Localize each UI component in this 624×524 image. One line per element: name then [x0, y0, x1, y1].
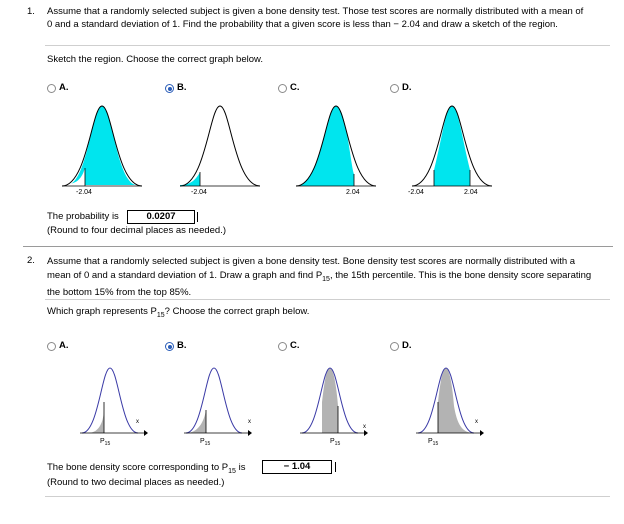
q2-graph-c-arrow [364, 430, 368, 436]
q1-graph-c-tick-label: 2.04 [346, 189, 360, 196]
q1-graph-b-curve [180, 106, 260, 186]
q2-graph-a-p: P [100, 438, 105, 445]
q2-graph-a-x-label: x [136, 419, 139, 425]
q2-graph-c[interactable] [300, 362, 390, 450]
q1-question-text: Assume that a randomly selected subject is given a bone density test. Those test scores are normally distributed with a mean of 0 and a standard deviation of 1. Find the probability that a given score is less than − 2.04 and draw a sketch of the region. [47, 6, 584, 30]
q2-answer-prefix-b: is [238, 462, 246, 473]
q2-graph-a[interactable] [80, 362, 170, 450]
q1-graph-b-shade [180, 172, 200, 186]
q1-graph-a[interactable] [62, 98, 152, 198]
q2-graph-b-p-label [200, 438, 210, 447]
q2-question-text-b: , the 15th percentile. This is the bone density score separating the bottom 15% from the top 85%. [47, 269, 592, 298]
q2-radio-d[interactable] [390, 342, 399, 351]
q2-separator-bottom [45, 496, 610, 497]
q1-graph-b[interactable] [180, 98, 270, 198]
q2-number: 2. [27, 255, 35, 266]
q1-radio-b[interactable] [165, 84, 174, 93]
q2-radio-c[interactable] [278, 342, 287, 351]
q2-option-b-label: B. [177, 340, 187, 351]
q2-graph-d-p-label [428, 438, 438, 447]
q2-graph-b[interactable] [184, 362, 274, 450]
q2-graph-d-arrow [480, 430, 484, 436]
q2-radio-a[interactable] [47, 342, 56, 351]
q2-graph-b-p-sub: 15 [204, 441, 211, 447]
q2-instruction-a: Which graph represents P [47, 306, 157, 317]
q2-graph-d-x-label: x [475, 419, 478, 425]
q1-separator-top [45, 45, 610, 46]
q2-question-sub: 15 [322, 275, 330, 283]
q2-answer-prefix-sub: 15 [228, 467, 236, 475]
q1-radio-a[interactable] [47, 84, 56, 93]
q2-option-a-label: A. [59, 340, 69, 351]
q2-graph-a-shade [88, 402, 104, 433]
q1-answer-cursor [197, 212, 198, 222]
q2-question-text [47, 255, 592, 299]
q1-radio-d[interactable] [390, 84, 399, 93]
q1-answer-box[interactable]: 0.0207 [127, 210, 195, 224]
q1-graph-b-tick-label: -2.04 [191, 189, 207, 196]
q2-graph-a-arrow [144, 430, 148, 436]
q2-graph-b-shade [186, 410, 206, 433]
q2-graph-a-p-sub: 15 [104, 441, 111, 447]
q1-number: 1. [27, 6, 35, 17]
q1-option-c-label: C. [290, 82, 300, 93]
q2-graph-d[interactable] [416, 362, 506, 450]
q2-graph-d-shade [438, 368, 474, 433]
q2-graph-c-p: P [330, 438, 335, 445]
q2-answer-cursor [335, 462, 336, 472]
q1-round-note: (Round to four decimal places as needed.) [47, 225, 227, 236]
q2-instruction-b: ? Choose the correct graph below. [164, 306, 310, 317]
q2-graph-c-p-label [330, 438, 340, 447]
q2-graph-b-p: P [200, 438, 205, 445]
q-divider [23, 246, 613, 247]
q2-answer-box[interactable]: − 1.04 [262, 460, 332, 474]
q2-option-c-label: C. [290, 340, 300, 351]
q2-graph-d-p-sub: 15 [432, 441, 439, 447]
q2-graph-a-p-label [100, 438, 110, 447]
q1-graph-a-tick-label: -2.04 [76, 189, 92, 196]
q2-graph-d-p: P [428, 438, 433, 445]
q1-option-d-label: D. [402, 82, 412, 93]
q2-instruction-sub: 15 [156, 311, 165, 319]
q2-separator-top [45, 299, 610, 300]
q1-answer-prefix: The probability is [47, 211, 119, 222]
q2-graph-b-curve [186, 368, 242, 433]
q2-graph-b-arrow [248, 430, 252, 436]
q2-graph-c-x-label: x [363, 424, 366, 430]
q2-graph-c-p-sub: 15 [334, 441, 341, 447]
q1-graph-c-shade [296, 106, 354, 186]
q1-radio-c[interactable] [278, 84, 287, 93]
q1-graph-c[interactable] [296, 98, 386, 198]
q2-instruction [47, 306, 309, 322]
q2-graph-b-x-label: x [248, 419, 251, 425]
q1-option-a-label: A. [59, 82, 69, 93]
q2-question-text-a: Assume that a randomly selected subject is given a bone density test. Bone density test scores are normally distributed with a mean of 0 and a standard deviation of 1. Draw a graph and find P [47, 256, 576, 281]
q2-radio-b[interactable] [165, 342, 174, 351]
q1-graph-d-shade [434, 106, 470, 186]
q2-answer-prefix-a: The bone density score corresponding to P [47, 462, 229, 473]
q2-round-note: (Round to two decimal places as needed.) [47, 477, 225, 488]
q1-instruction: Sketch the region. Choose the correct graph below. [47, 54, 263, 65]
q1-graph-d-tick-label-right: 2.04 [464, 189, 478, 196]
q1-graph-d-tick-label-left: -2.04 [408, 189, 424, 196]
q2-option-d-label: D. [402, 340, 412, 351]
q1-graph-d[interactable] [408, 98, 502, 198]
q2-answer-prefix [47, 462, 245, 478]
q2-graph-a-curve [82, 368, 138, 433]
q1-option-b-label: B. [177, 82, 187, 93]
